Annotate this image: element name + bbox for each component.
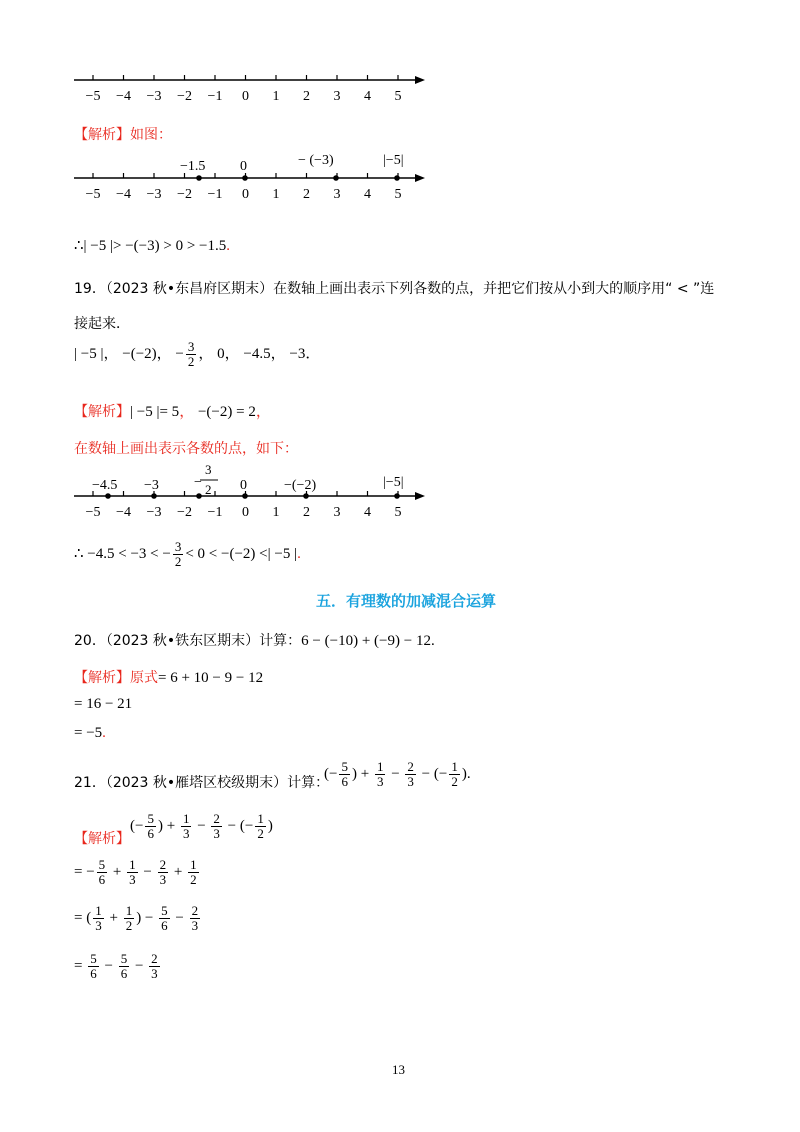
q19-analysis	[74, 400, 271, 421]
point-neg-3	[151, 493, 157, 499]
minus-sign: −	[175, 346, 184, 363]
tick-label: 5	[394, 89, 402, 104]
number-line-q19	[70, 462, 430, 526]
step-3-end: .	[102, 725, 106, 741]
number-line-q18	[70, 150, 430, 210]
question-expression: 6 − (−10) + (−9) − 12	[301, 633, 431, 649]
step-1: = 6 + 10 − 9 − 12	[158, 670, 264, 686]
point-label-neg-1.5: −1.5	[180, 159, 206, 174]
point-0	[242, 175, 248, 181]
point-5	[394, 175, 400, 181]
tick-label: 2	[303, 187, 310, 202]
tick-label: 0	[242, 187, 249, 202]
tick-label: 2	[303, 89, 310, 104]
point-neg-1.5	[196, 175, 202, 181]
conclusion-part1: ∴ −4.5 < −3 < −	[74, 546, 171, 563]
numerator: 3	[174, 539, 182, 554]
tick-label: 5	[394, 187, 402, 202]
point-label-num: 3	[205, 462, 212, 477]
q18-analysis	[74, 127, 172, 142]
tick-label: 0	[242, 505, 249, 520]
separator: ，	[255, 404, 271, 420]
tick-label: 1	[272, 505, 280, 520]
point-label-neg-neg-2: −(−2)	[284, 478, 317, 493]
section-title: 五．有理数的加减混合运算	[316, 592, 497, 610]
q21-analysis-label: 【解析】	[74, 831, 130, 847]
analysis-text: 如图：	[130, 127, 172, 143]
separator: ，	[270, 346, 286, 363]
q19-draw-text: 在数轴上画出表示各数的点，如下：	[74, 441, 298, 457]
analysis-eq2: −(−2) = 2	[197, 404, 256, 420]
q21-step-2: = ( $\frac{1}{3}$ + $\frac{1}{2}$ ) − $\frac{5}{6}$ − $\frac{2}{3}$	[74, 903, 199, 934]
point-label-neg-4.5: −4.5	[92, 478, 118, 493]
conclusion-text: ∴| −5 |> −(−3) > 0 > −1.5	[74, 238, 227, 254]
q19-numbers	[74, 340, 320, 370]
q21-question	[74, 772, 329, 792]
q20-step-3	[74, 725, 106, 742]
tick-label: −5	[85, 187, 101, 202]
point-neg-1.5	[196, 493, 202, 499]
question-source: （2023 秋•东昌府区期末）	[105, 281, 274, 297]
tick-label: 1	[272, 89, 280, 104]
q21-step-3: = $\frac{5}{6}$ − $\frac{5}{6}$ − $\frac{2}{3}$	[74, 951, 158, 982]
question-text: 在数轴上画出表示下列各数的点，并把它们按从小到大的顺序用“ < ”连	[273, 281, 715, 297]
tick-label: 1	[272, 187, 280, 202]
point-label-abs-neg-5: |−5|	[383, 475, 404, 490]
number-abs-neg-5: | −5 |	[74, 346, 104, 363]
tick-label: 0	[242, 89, 249, 104]
analysis-label: 【解析】	[74, 670, 130, 686]
point-label-abs-neg-5: |−5|	[383, 153, 404, 168]
q19-question-line2: 接起来．	[74, 316, 130, 332]
point-0	[242, 493, 248, 499]
axis-arrow	[415, 76, 425, 84]
denominator: 2	[174, 554, 182, 570]
tick-label: −1	[207, 505, 223, 520]
question-number: 20．	[74, 633, 106, 649]
tick-label: −3	[146, 187, 162, 202]
tick-label: −2	[177, 187, 192, 202]
separator: ，	[103, 346, 119, 363]
number-0: 0	[217, 346, 225, 363]
tick-label: −5	[85, 505, 101, 520]
point-label-neg-neg-3: − (−3)	[298, 153, 334, 168]
q21-question-expression: (− $\frac{5}{6}$ ) + $\frac{1}{3}$ − $\frac{2}{3}$ − (− $\frac{1}{2}$ ).	[324, 759, 471, 790]
question-source: （2023 秋•雁塔区校级期末）	[105, 775, 288, 791]
denominator: 2	[187, 354, 195, 370]
separator: ，	[156, 346, 172, 363]
tick-label: −1	[207, 187, 223, 202]
question-text: 计算：	[287, 775, 330, 791]
number-neg-3: −3	[289, 346, 306, 363]
separator: ，	[198, 346, 214, 363]
point-label-0: 0	[240, 159, 247, 174]
number-neg-neg-2: −(−2)	[122, 346, 157, 363]
analysis-label: 【解析】	[74, 404, 130, 420]
point-label-0: 0	[240, 478, 247, 493]
number-neg-4.5: −4.5	[243, 346, 271, 363]
q18-conclusion	[74, 236, 230, 255]
analysis-text: 原式	[130, 670, 158, 686]
page-number: 13	[392, 1062, 405, 1077]
period: ．	[305, 346, 321, 363]
conclusion-end: .	[226, 238, 231, 254]
q19-conclusion	[74, 540, 301, 570]
period: .	[430, 633, 435, 649]
conclusion-end: .	[297, 546, 301, 563]
axis-arrow	[415, 492, 425, 500]
number-neg-3-over-2	[175, 339, 198, 370]
numerator: 3	[187, 339, 195, 354]
analysis-label: 【解析】	[74, 127, 130, 143]
number-line-top	[70, 68, 430, 108]
tick-label: −4	[116, 187, 131, 202]
separator: ，	[179, 404, 195, 420]
tick-label: 5	[394, 505, 402, 520]
q21-step-0: (− $\frac{5}{6}$ ) + $\frac{1}{3}$ − $\frac{2}{3}$ − (− $\frac{1}{2}$ )	[130, 811, 273, 842]
tick-label: 4	[364, 89, 371, 104]
tick-label: −4	[116, 89, 131, 104]
q19-question-line1	[74, 278, 714, 298]
point-label-minus: −	[194, 475, 202, 490]
tick-label: 3	[333, 505, 341, 520]
point-5	[394, 493, 400, 499]
tick-label: −3	[146, 89, 162, 104]
point-label-neg-3: −3	[144, 478, 159, 493]
question-text: 计算：	[259, 633, 302, 649]
tick-label: −4	[116, 505, 131, 520]
tick-label: −5	[85, 89, 101, 104]
q20-analysis	[74, 667, 263, 687]
step-3-text: = −5	[74, 725, 103, 741]
analysis-eq1: | −5 |= 5	[130, 404, 180, 420]
tick-label: −2	[177, 505, 192, 520]
tick-label: −3	[146, 505, 162, 520]
separator: ，	[224, 346, 240, 363]
question-number: 19．	[74, 281, 106, 297]
tick-label: 3	[333, 89, 341, 104]
question-source: （2023 秋•铁东区期末）	[105, 633, 260, 649]
tick-label: 4	[364, 505, 371, 520]
point-2	[303, 493, 309, 499]
q20-step-2: = 16 − 21	[74, 696, 133, 712]
period: .	[466, 766, 471, 783]
q20-question	[74, 630, 435, 650]
tick-label: 2	[303, 505, 310, 520]
tick-label: −2	[177, 89, 192, 104]
axis-arrow	[415, 174, 425, 182]
point-label-den: 2	[205, 482, 212, 497]
tick-label: 3	[333, 187, 341, 202]
conclusion-part2: < 0 < −(−2) <| −5 |	[185, 546, 298, 563]
point-neg-4.5	[105, 493, 111, 499]
q21-step-1: = − $\frac{5}{6}$ + $\frac{1}{3}$ − $\frac{2}{3}$ + $\frac{1}{2}$	[74, 857, 197, 888]
tick-label: 4	[364, 187, 371, 202]
point-3	[333, 175, 339, 181]
question-number: 21．	[74, 775, 106, 791]
tick-label: −1	[207, 89, 223, 104]
